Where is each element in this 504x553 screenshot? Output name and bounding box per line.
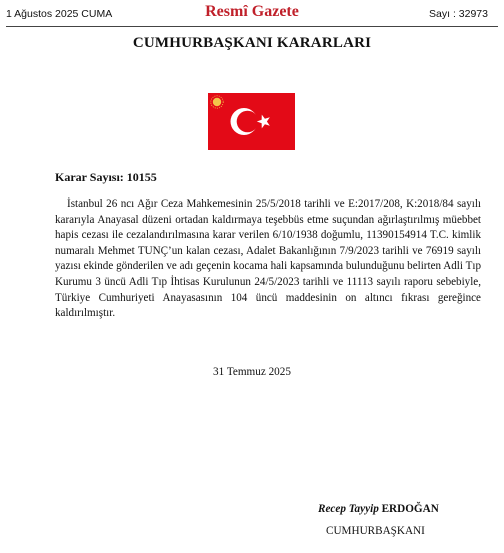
signatory-position: CUMHURBAŞKANI [326,525,425,537]
decision-body: İstanbul 26 ncı Ağır Ceza Mahkemesinin 25/5/2018 tarihli ve E:2017/208, K:2018/84 sayılı kararıyla Anayasal düzeni ortadan kaldırmaya teşebbüs etme suçundan ağırlaştırılmış müebbet hapis cezası ile cezalandırılmasına karar verilen 6/10/1938 doğumlu, 11390154914 T.C. kimlik numaralı Mehmet TUNÇ’un kalan cezası, Adalet Bakanlığının 7/9/2023 tarihli ve 76919 sayılı yazısı ekinde gönderilen ve adı geçenin kocama hali kapsamında bulunduğunu belirten Adli Tıp Kurumu 3 üncü Adli Tıp İhtisas Kurulunun 24/5/2023 tarihli ve 11113 sayılı raporu sebebiyle, Türkiye Cumhuriyeti Anayasasının 104 üncü maddesinin on altıncı fıkrası gereğince kaldırılmıştır. [55,198,481,320]
section-title: CUMHURBAŞKANI KARARLARI [132,35,372,51]
turkish-flag-image [208,93,295,150]
decision-number: Karar Sayısı: 10155 [55,170,157,184]
signatory-first-name: Recep Tayyip [318,503,379,515]
decision-date: 31 Temmuz 2025 [213,366,291,378]
gazette-date: 1 Ağustos 2025 CUMA [6,8,113,20]
signatory-name [318,503,439,515]
gazette-title: Resmî Gazete [205,3,299,20]
issue-number: Sayı : 32973 [429,8,488,20]
header-divider [6,26,498,27]
signatory-last-name: ERDOĞAN [381,503,439,515]
